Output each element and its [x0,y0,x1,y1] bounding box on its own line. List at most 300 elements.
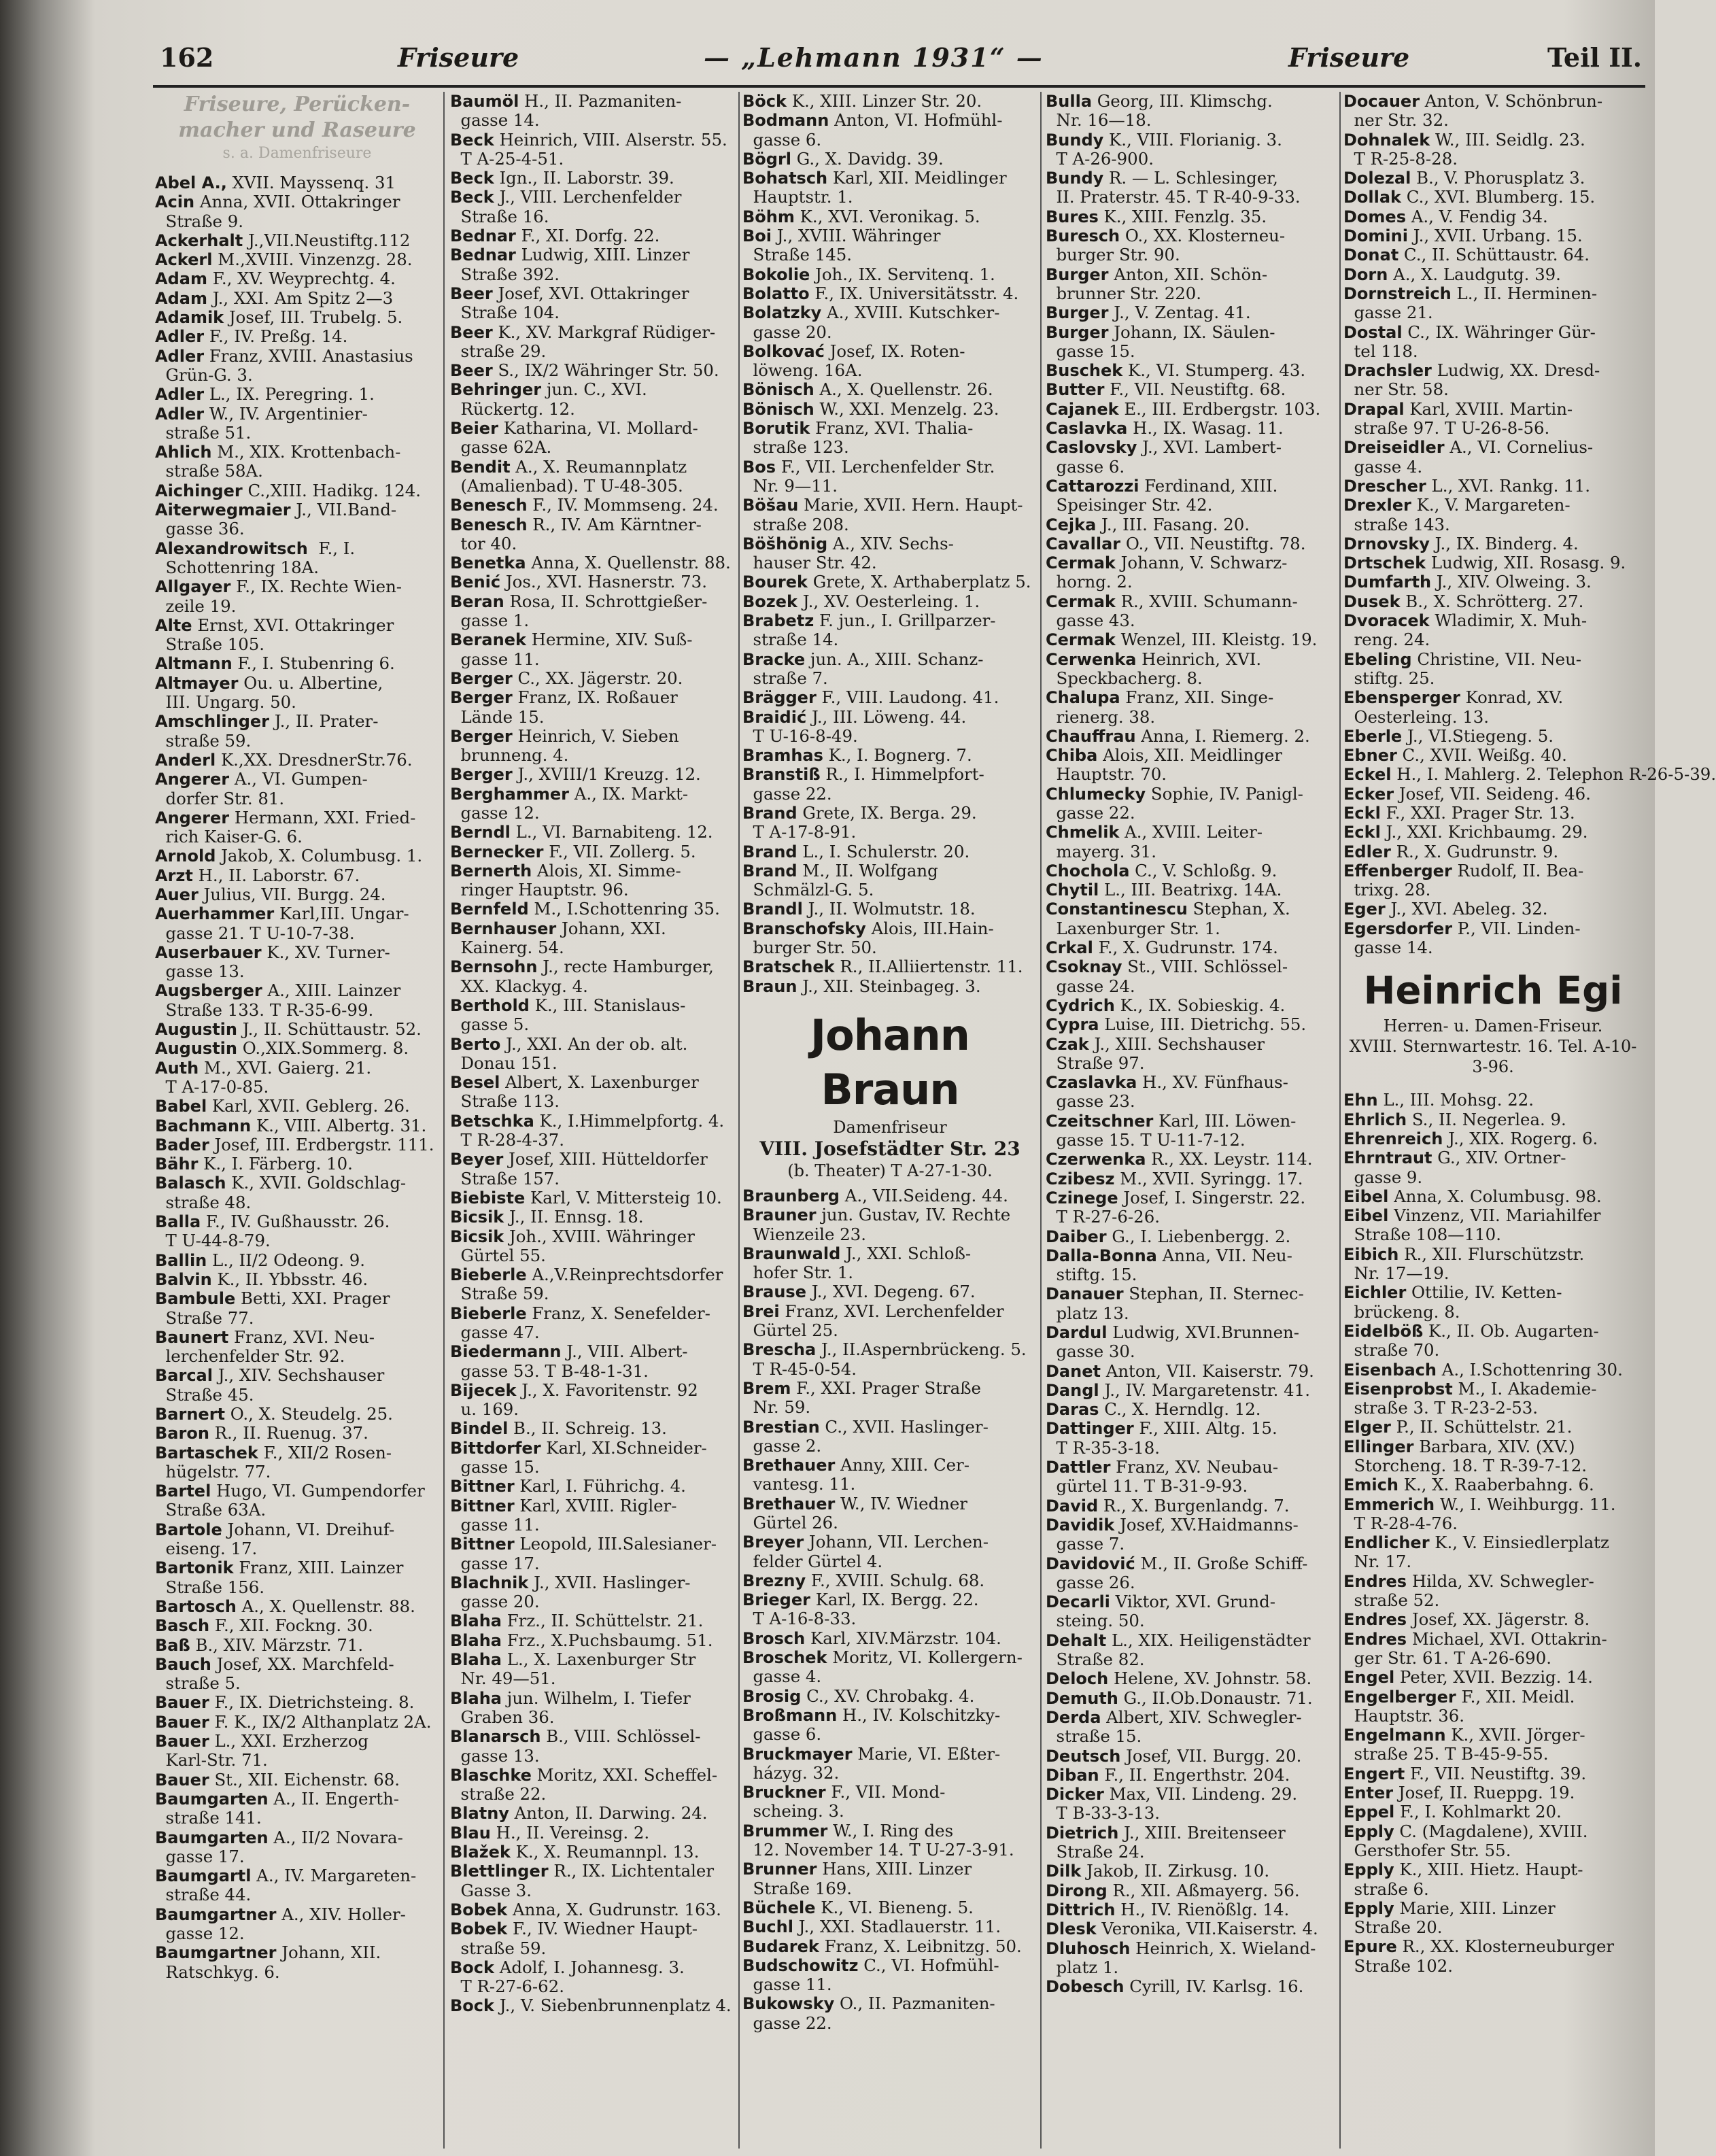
entry-address: K., XV. Markgraf Rüdiger- [492,322,716,342]
entry-address: Anna, X. Columbusg. 98. [1388,1186,1602,1206]
entry-name: Augustin [155,1020,237,1040]
entry-address: L., IX. Peregring. 1. [204,384,375,405]
directory-entry [1046,1342,1337,1361]
directory-entry [742,1590,1037,1609]
entry-address: F., VII. Lerchenfelder Str. [776,456,995,477]
entry-name: Dattinger [1046,1419,1134,1439]
directory-entry [742,1764,1037,1783]
entry-address: Hugo, VI. Gumpendorfer [211,1481,425,1501]
entry-name: Beck [450,188,494,207]
entry-address: F., IV. Wiedner Haupt- [507,1919,698,1939]
entry-address: W., IV. Argentinier- [204,403,368,424]
entry-name: Edler [1343,842,1391,861]
entry-name: Drapal [1343,399,1405,419]
entry-name: Caslovsky [1046,438,1137,458]
entry-address: A., VII.Seideng. 44. [839,1185,1008,1205]
entry-address: Karl,III. Ungar- [274,904,409,924]
entry-address: F., IV. Preßg. 14. [204,326,348,347]
directory-entry [742,361,1037,380]
directory-entry [450,1477,742,1496]
entry-address: Albert, XIV. Schwegler- [1101,1707,1302,1727]
entry-name: Acin [155,192,195,212]
directory-entry [450,1284,742,1303]
entry-address: gasse 20. [450,1592,540,1612]
entry-name: Cypra [1046,1015,1099,1035]
entry-name: Ackerhalt [155,230,243,250]
entry-name: Blanarsch [450,1727,541,1747]
directory-entry [450,1919,742,1938]
directory-entry [742,1571,1037,1590]
directory-entry [1343,1399,1643,1418]
directory-entry [450,572,742,592]
entry-name: Berghammer [450,784,569,804]
column-divider [443,92,445,2149]
entry-address: W., IV. Wiedner [835,1493,967,1513]
entry-address: K., VIII. Albertg. 31. [251,1115,427,1135]
entry-name: Amschlinger [155,712,270,732]
directory-entry [742,1513,1037,1533]
entry-name: Balvin [155,1269,212,1289]
directory-entry [1343,727,1643,746]
directory-entry [742,553,1037,572]
entry-address: brückeng. 8. [1343,1301,1460,1322]
entry-address: Heinrich, VIII. Alserstr. 55. [494,129,727,150]
directory-entry [1046,1592,1337,1611]
directory-entry [155,1751,439,1770]
entry-address: Straße 157. [450,1168,560,1188]
entry-address: Franz, XVI. Thalia- [810,418,974,439]
entry-name: Auth [155,1058,199,1078]
entry-address: Hermine, XIV. Suß- [526,630,693,650]
directory-entry [155,539,439,558]
entry-name: Brandl [742,900,803,919]
entry-address: J., XXI. Schloß- [840,1243,972,1263]
directory-entry [450,534,742,553]
entry-address: A., X. Reumannplatz [510,456,687,477]
entry-address: L., XIX. Heiligenstädter [1106,1630,1311,1650]
entry-address: u. 169. [450,1399,519,1420]
directory-entry [450,1804,742,1823]
entry-address: gasse 47. [450,1322,540,1342]
directory-entry [742,1282,1037,1301]
entry-name: Barcal [155,1366,213,1386]
directory-entry [450,1631,742,1650]
entry-name: Blettlinger [450,1862,549,1881]
entry-address: F., IX. Rechte Wien- [230,577,402,597]
directory-entry [450,245,742,264]
entry-name: Bittner [450,1477,515,1496]
directory-entry [742,650,1037,669]
entry-address: K., XIII. Fenzlg. 35. [1098,206,1267,226]
directory-entry [1046,1669,1337,1688]
entry-name: Bähr [155,1154,199,1174]
entry-address: gasse 24. [1046,976,1135,996]
entry-address: K., XIII. Hietz. Haupt- [1394,1860,1583,1880]
directory-entry [450,1689,742,1708]
entry-name: Broßmann [742,1705,838,1725]
entry-address: Frz., II. Schüttelstr. 21. [502,1611,704,1631]
directory-entry [155,308,439,327]
entry-name: Bracke [742,649,806,669]
entry-name: Donat [1343,245,1399,265]
entry-name: Cajanek [1046,399,1119,419]
directory-entry [1046,727,1337,746]
directory-entry [450,342,742,361]
entry-name: Bukowsky [742,1994,835,2014]
entry-name: Dlesk [1046,1919,1097,1939]
directory-entry [155,924,439,943]
advertisement-johann-braun [742,1008,1037,1181]
directory-entry [155,1097,439,1116]
entry-address: jun. C., XVI. [541,379,647,400]
entry-address: Karl, III. Löwen- [1153,1110,1297,1131]
entry-list [450,92,742,2016]
directory-entry [450,1881,742,1900]
directory-entry [1343,323,1643,342]
directory-entry [155,1001,439,1020]
entry-address: W., I. Ring des [827,1820,954,1841]
entry-name: Braun [742,976,797,996]
directory-entry [1046,1381,1337,1400]
directory-entry [155,1713,439,1732]
entry-address: Rudolf, II. Bea- [1452,860,1584,880]
entry-address: lerchenfelder Str. 92. [155,1346,345,1367]
entry-name: Besel [450,1073,500,1093]
directory-entry [155,1251,439,1270]
entry-name: Domes [1343,207,1406,226]
directory-entry [1343,1745,1643,1764]
directory-entry [155,366,439,385]
entry-name: Emmerich [1343,1494,1435,1514]
entry-address: K., III. Stanislaus- [529,995,686,1015]
directory-entry [155,770,439,789]
entry-list [742,92,1037,2033]
entry-name: Blaha [450,1630,502,1650]
entry-address: P., II. Schüttelstr. 21. [1390,1417,1573,1437]
entry-address: T A-26-900. [1046,148,1154,169]
column-1 [155,92,439,2145]
directory-entry [1046,1650,1337,1669]
entry-address: Josef, XV.Haidmanns- [1114,1514,1299,1535]
entry-address: gasse 4. [742,1666,822,1687]
entry-name: Abel A., [155,173,227,192]
directory-entry [450,804,742,823]
directory-entry [450,1035,742,1054]
directory-entry [450,496,742,515]
entry-address: B., XIV. Märzstr. 71. [190,1635,364,1655]
entry-address: gürtel 11. T B-31-9-93. [1046,1476,1248,1496]
entry-address: C., VI. Hofmühl- [858,1955,999,1975]
entry-name: Eppel [1343,1802,1395,1822]
entry-address: J., V. Siebenbrunnenplatz 4. [494,1996,732,2016]
entry-name: Dostal [1343,322,1403,342]
entry-address: Franz, XVI. Lerchenfelder [779,1301,1004,1321]
directory-entry [1046,688,1337,707]
directory-entry [1046,1881,1337,1900]
entry-name: Deutsch [1046,1746,1121,1766]
entry-name: Ebner [1343,746,1397,766]
directory-entry [1343,150,1643,169]
directory-entry [155,1790,439,1809]
directory-entry [742,1879,1037,1898]
directory-entry [450,1150,742,1169]
entry-name: Czeitschner [1046,1111,1154,1131]
directory-entry [155,635,439,654]
entry-address: Anton, XII. Schön- [1108,264,1268,284]
ad-detail: (b. Theater) T A-27-1-30. [787,1161,993,1180]
directory-entry [450,458,742,477]
directory-entry [1343,419,1643,438]
entry-name: Epply [1343,1860,1394,1880]
entry-address: gasse 6. [1046,456,1125,477]
entry-name: Bundy [1046,130,1104,150]
entry-address: Karl, XIV.Märzstr. 104. [805,1628,1001,1648]
entry-name: Bernhauser [450,919,557,938]
entry-name: Cerwenka [1046,649,1137,669]
entry-address: M., XVII. Syringg. 17. [1114,1168,1303,1188]
entry-address: R., I. Himmelpfort- [820,764,984,785]
entry-address: K.,XX. DresdnerStr.76. [216,749,413,770]
entry-address: S., IX/2 Währinger Str. 50. [492,360,719,381]
entry-address: Gersthofer Str. 55. [1343,1840,1511,1860]
directory-entry [1046,400,1337,419]
directory-entry [1343,611,1643,630]
entry-name: Bartaschek [155,1443,258,1462]
entry-address: ner Str. 32. [1343,110,1449,131]
directory-entry [155,1520,439,1539]
entry-name: Dangl [1046,1380,1099,1400]
directory-entry [1343,458,1643,477]
entry-address: A., X. Quellenstr. 26. [814,379,993,400]
entry-address: gasse 53. T B-48-1-31. [450,1361,649,1381]
section-heading: macher und Raseure [178,118,416,142]
directory-entry [1046,996,1337,1015]
directory-entry [742,226,1037,245]
directory-entry [155,1732,439,1751]
entry-address: hofer Str. 1. [742,1263,854,1283]
entry-address: Karl, V. Mittersteig 10. [525,1187,722,1208]
entry-address: hügelstr. 77. [155,1461,271,1482]
entry-address: Ottilie, IV. Ketten- [1406,1282,1562,1303]
entry-address: platz 13. [1046,1303,1129,1323]
directory-entry [1046,111,1337,130]
entry-address: Straße 9. [155,211,243,231]
entry-name: Auer [155,885,199,904]
entry-name: Alexandrowitsch [155,538,308,558]
entry-address: Ludwig, XIII. Linzer [515,245,690,265]
directory-entry [1343,842,1643,861]
entry-address: gasse 23. [1046,1091,1135,1112]
entry-name: Eckel [1343,765,1392,785]
entry-address: Josef, VII. Seideng. 46. [1394,783,1591,804]
entry-address: F., VII. Neustiftg. 68. [1104,379,1286,400]
entry-name: Blatny [450,1804,509,1824]
directory-entry [450,477,742,496]
entry-address: K., I. Bognerg. 7. [823,745,972,766]
entry-address: T A-16-8-33. [742,1609,857,1629]
entry-name: Bernerth [450,861,532,880]
directory-entry [450,92,742,111]
entry-address: R. — L. Schlesinger, [1103,168,1278,188]
directory-entry [742,688,1037,707]
entry-address: gasse 4. [1343,456,1423,477]
entry-name: Engelberger [1343,1687,1456,1707]
directory-entry [1046,150,1337,169]
entry-address: gasse 20. [742,322,832,342]
entry-name: Branstiß [742,765,821,785]
entry-name: Elger [1343,1418,1391,1437]
entry-name: Bachmann [155,1116,252,1135]
entry-address: Joh., IX. Servitenq. 1. [810,264,995,284]
directory-entry [450,1400,742,1419]
directory-entry [1343,1225,1643,1244]
directory-entry [742,669,1037,688]
directory-entry [450,1362,742,1381]
directory-entry [450,785,742,804]
ad-name: Heinrich Egi [1363,969,1623,1014]
entry-name: Behringer [450,380,542,400]
header-right-title: Friseure [1288,42,1410,73]
directory-entry [155,327,439,346]
entry-address: straße 51. [155,422,252,443]
directory-entry [1343,1764,1643,1783]
entry-name: Bernecker [450,842,544,861]
entry-name: Eisenbach [1343,1360,1437,1380]
entry-name: Berger [450,726,513,746]
entry-address: Anna, X. Quellenstr. 88. [526,553,731,573]
entry-address: A., VI. Gumpen- [229,769,368,789]
entry-address: O., XX. Klosterneu- [1120,226,1286,246]
page-number: 162 [160,42,214,73]
directory-entry [1046,592,1337,611]
entry-name: Dreiseidler [1343,438,1445,458]
entry-name: Dalla-Bonna [1046,1246,1157,1265]
entry-name: Eibich [1343,1244,1399,1264]
directory-entry [1046,861,1337,880]
entry-address: K., VIII. Florianig. 3. [1103,129,1282,150]
entry-address: A., II/2 Novara- [268,1827,403,1847]
directory-entry [742,534,1037,553]
entry-name: Bittner [450,1535,515,1554]
directory-entry [450,708,742,727]
entry-name: Dobesch [1046,1977,1125,1997]
directory-entry [742,1648,1037,1667]
entry-address: Straße 82. [1046,1649,1145,1670]
entry-name: Brause [742,1282,806,1302]
entry-address: jun. A., XIII. Schanz- [805,649,984,669]
entry-name: Beran [450,592,504,611]
directory-entry [155,1885,439,1904]
entry-name: Eger [1343,900,1386,919]
entry-name: Basch [155,1616,210,1636]
directory-entry [1046,496,1337,515]
entry-name: Böhm [742,207,795,226]
entry-address: gasse 11. [450,649,540,669]
entry-address: burger Str. 90. [1046,245,1180,265]
directory-entry [1343,1918,1643,1937]
entry-address: F., XII. Fockng. 30. [209,1615,373,1636]
directory-entry [155,347,439,366]
entry-address: H., II. Laborstr. 67. [192,865,360,885]
entry-address: St., XII. Eichenstr. 68. [209,1769,400,1790]
entry-address: T A-17-8-91. [742,822,857,842]
entry-address: Leopold, III.Salesianer- [514,1534,717,1554]
entry-name: Brescha [742,1340,817,1360]
entry-address: F., XXI. Prager Str. 13. [1380,802,1575,823]
entry-address: Ferdinand, XIII. [1139,475,1278,496]
directory-entry [1046,785,1337,804]
directory-entry [742,284,1037,303]
directory-entry [1343,1475,1643,1494]
entry-name: Eibel [1343,1186,1389,1206]
entry-address: Gürtel 25. [742,1320,838,1341]
entry-address: Anton, II. Darwing. 24. [509,1803,708,1824]
directory-entry [1046,226,1337,245]
entry-name: Brei [742,1301,780,1321]
entry-address: Josef, XX. Marchfeld- [211,1654,394,1674]
directory-entry [742,1244,1037,1263]
entry-address: straße 70. [1343,1340,1440,1361]
entry-name: Auerhammer [155,904,275,924]
directory-entry [155,1154,439,1174]
entry-address: H., XV. Fünfhaus- [1137,1072,1288,1093]
entry-name: Adler [155,404,205,424]
directory-entry [1343,630,1643,649]
directory-entry [155,1193,439,1212]
entry-address: K., XIII. Linzer Str. 20. [786,91,982,111]
entry-name: Constantinescu [1046,900,1188,919]
directory-entry [1046,1015,1337,1034]
directory-entry [155,808,439,827]
directory-entry [450,1766,742,1785]
directory-entry [450,1824,742,1843]
entry-address: Marie, VI. Eßter- [852,1743,1001,1764]
column-divider [1339,92,1341,2149]
entry-address: tel 118. [1343,341,1418,361]
entry-address: Viktor, XVI. Grund- [1110,1592,1275,1612]
entry-name: Allgayer [155,577,231,597]
directory-entry [1046,1439,1337,1458]
entry-address: F., VIII. Laudong. 41. [816,687,999,708]
entry-name: Baumgartner [155,1943,277,1963]
entry-name: Ahlich [155,443,212,462]
entry-address: M., II. Wolfgang [797,860,938,880]
entry-address: T R-25-8-28. [1343,148,1458,169]
entry-address: straße 58A. [155,461,263,481]
directory-entry [742,804,1037,823]
entry-name: Brestian [742,1417,820,1437]
entry-address: Straße 59. [450,1284,549,1304]
entry-address: straße 143. [1343,514,1450,534]
directory-entry [1343,1380,1643,1399]
directory-entry [450,1458,742,1477]
entry-name: Burger [1046,303,1109,323]
directory-entry [450,1496,742,1516]
directory-entry [742,438,1037,457]
directory-entry [742,1456,1037,1475]
entry-address: J., II. Ennsg. 18. [504,1207,644,1227]
directory-entry [450,727,742,746]
directory-entry [155,1309,439,1328]
entry-name: Ebeling [1343,649,1412,669]
directory-entry [155,1539,439,1558]
directory-entry [1046,245,1337,264]
entry-name: Adler [155,327,205,347]
directory-entry [742,92,1037,111]
entry-list [1046,92,1337,1996]
entry-address: 12. November 14. T U-27-3-91. [742,1840,1014,1860]
directory-entry [1046,419,1337,438]
